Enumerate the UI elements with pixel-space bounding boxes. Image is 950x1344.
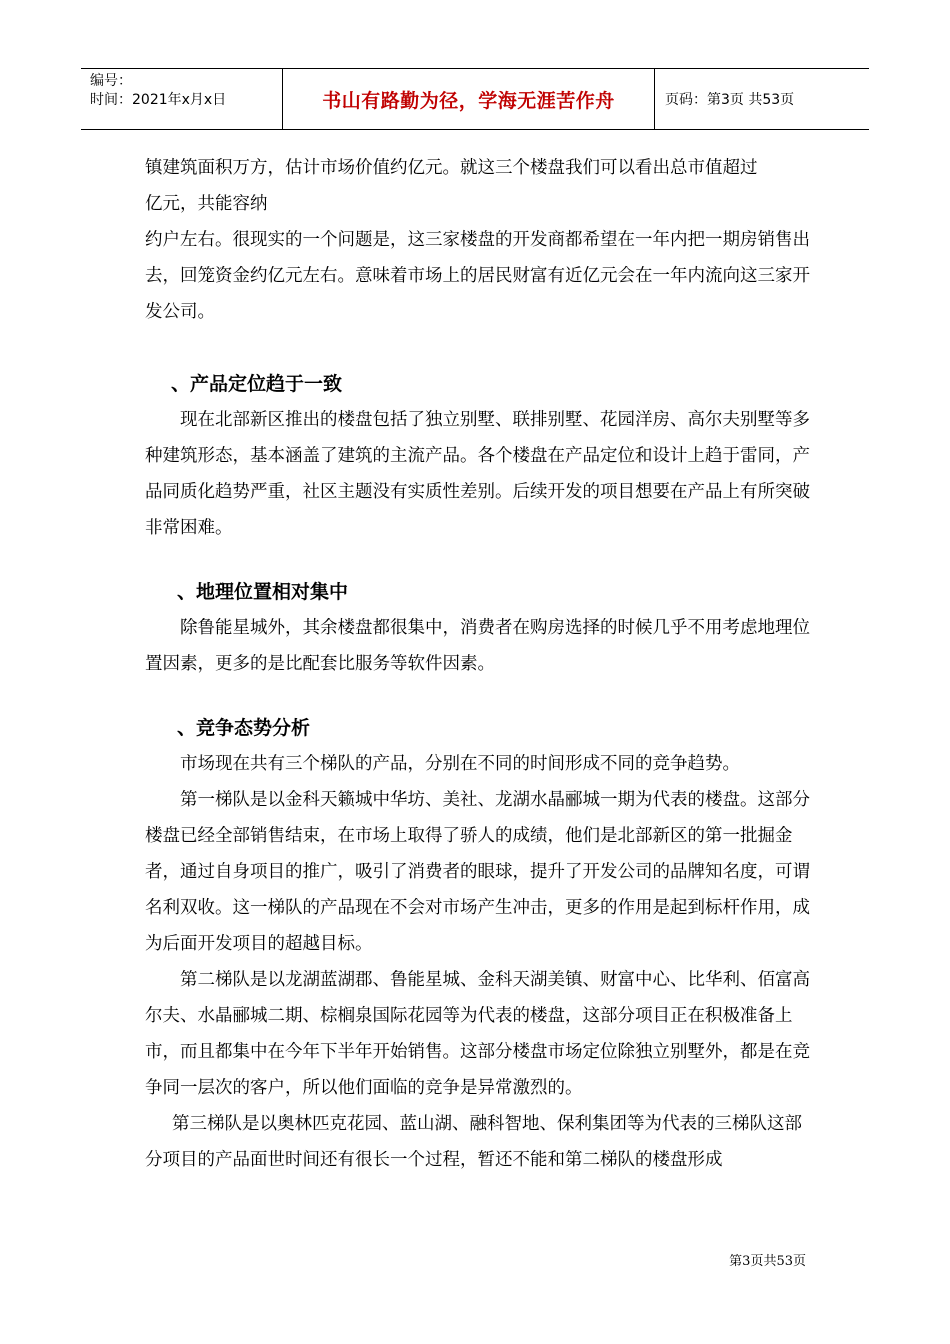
- section-heading: 、地理位置相对集中: [177, 581, 349, 603]
- paragraph: 除鲁能星城外，其余楼盘都很集中，消费者在购房选择的时候几乎不用考虑地理位置因素，更多的是比配套比服务等软件因素。: [145, 618, 810, 674]
- spacer: [145, 682, 810, 710]
- spacer: [145, 330, 810, 366]
- section-heading: 、竞争态势分析: [177, 717, 311, 739]
- paragraph: 第一梯队是以金科天籁城中华坊、美社、龙湖水晶郦城一期为代表的楼盘。这部分楼盘已经全部销售结束，在市场上取得了骄人的成绩，他们是北部新区的第一批掘金者，通过自身项目的推广，吸引了消费者的眼球，提升了开发公司的品牌知名度，可谓名利双收。这一梯队的产品现在不会对市场产生冲击，更多的作用是起到标杆作用，成为后面开发项目的超越目标。: [145, 790, 810, 954]
- paragraph-line: 亿元，共能容纳: [145, 194, 268, 214]
- page-header: [81, 68, 869, 130]
- paragraph: 市场现在共有三个梯队的产品，分别在不同的时间形成不同的竞争趋势。: [180, 754, 740, 774]
- header-motto: 书山有路勤为径，学海无涯苦作舟: [282, 69, 655, 129]
- document-body: [145, 150, 810, 1178]
- document-number: 编号：: [90, 73, 132, 89]
- paragraph: 第二梯队是以龙湖蓝湖郡、鲁能星城、金科天湖美镇、财富中心、比华利、佰富高尔夫、水晶郦城二期、棕榈泉国际花园等为代表的楼盘，这部分项目正在积极准备上市，而且都集中在今年下半年开始销售。这部分楼盘市场定位除独立别墅外，都是在竞争同一层次的客户，所以他们面临的竞争是异常激烈的。: [145, 970, 810, 1098]
- header-page-info: 页码：第3页 共53页: [665, 92, 795, 108]
- paragraph: 现在北部新区推出的楼盘包括了独立别墅、联排别墅、花园洋房、高尔夫别墅等多种建筑形态，基本涵盖了建筑的主流产品。各个楼盘在产品定位和设计上趋于雷同，产品同质化趋势严重，社区主题没有实质性差别。后续开发的项目想要在产品上有所突破非常困难。: [145, 410, 810, 538]
- paragraph: 约户左右。很现实的一个问题是，这三家楼盘的开发商都希望在一年内把一期房销售出去，回笼资金约亿元左右。意味着市场上的居民财富有近亿元会在一年内流向这三家开发公司。: [145, 230, 810, 322]
- paragraph: 第三梯队是以奥林匹克花园、蓝山湖、融科智地、保利集团等为代表的三梯队这部分项目的产品面世时间还有很长一个过程，暂还不能和第二梯队的楼盘形成: [145, 1114, 802, 1170]
- document-time: 时间：2021年x月x日: [90, 92, 227, 108]
- header-meta: [81, 69, 282, 129]
- page-footer: 第3页共53页: [729, 1254, 806, 1269]
- spacer: [145, 546, 810, 574]
- paragraph-line: 镇建筑面积万方，估计市场价值约亿元。就这三个楼盘我们可以看出总市值超过: [145, 158, 758, 178]
- section-heading: 、产品定位趋于一致: [171, 373, 343, 395]
